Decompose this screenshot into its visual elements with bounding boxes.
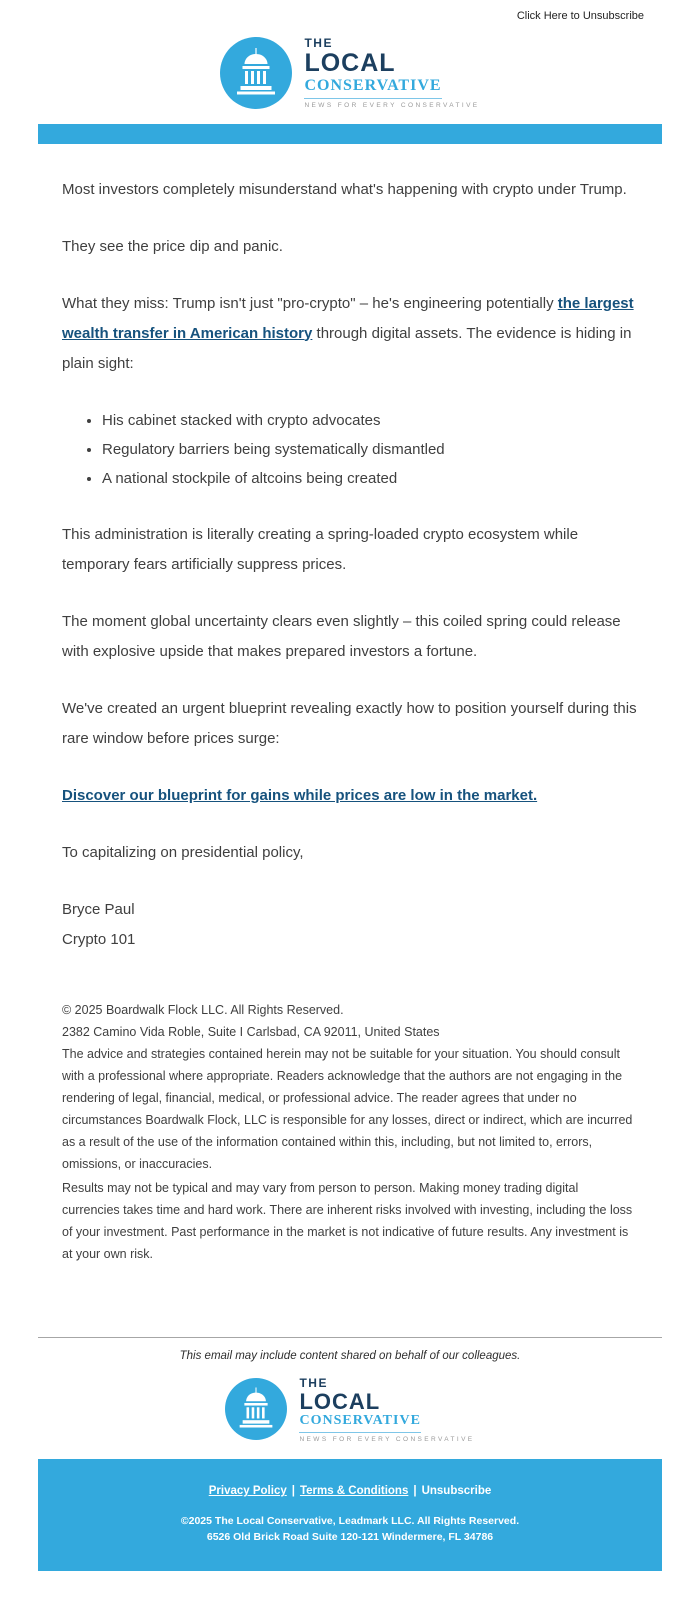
- legal-copyright: © 2025 Boardwalk Flock LLC. All Rights Reserved.: [62, 1002, 344, 1017]
- evidence-list: [62, 406, 638, 493]
- footer-unsubscribe-link[interactable]: Unsubscribe: [421, 1485, 492, 1498]
- email-content: [38, 144, 662, 1265]
- legal-disclaimer-1: The advice and strategies contained herein may not be suitable for your situation. You should consult with a professional where appropriate. Readers acknowledge that the authors are not engaging in the rendering of legal, financial, medical, or professional advice. The reader agrees that under no circumstances Boardwalk Flock, LLC is responsible for any losses, direct or indirect, which are incurred as a result of the use of the information contained within this, including, but not limited to, errors, omissions, or inaccuracies.: [62, 1046, 633, 1171]
- brand-logo-text: [304, 36, 479, 109]
- logo-line-conservative: CONSERVATIVE: [299, 1413, 420, 1433]
- list-item: • A national stockpile of altcoins being created: [102, 464, 638, 493]
- wealth-transfer-link[interactable]: the largest wealth transfer in American history: [62, 294, 634, 342]
- logo-line-the: THE: [299, 1375, 328, 1390]
- signature-name: Bryce Paul: [62, 900, 135, 918]
- signature-block: [62, 895, 638, 955]
- logo-line-the: THE: [304, 36, 333, 50]
- logo-tagline: NEWS FOR EVERY CONSERVATIVE: [299, 1436, 475, 1444]
- link-separator: |: [291, 1485, 295, 1498]
- logo-line-local: LOCAL: [299, 1388, 381, 1414]
- logo-line-local: LOCAL: [304, 49, 396, 77]
- link-separator: |: [413, 1485, 417, 1498]
- list-item: • His cabinet stacked with crypto advocates: [102, 406, 638, 435]
- list-item: • Regulatory barriers being systematically dismantled: [102, 435, 638, 464]
- footer-address: 6526 Old Brick Road Suite 120-121 Windermere, FL 34786: [206, 1531, 494, 1544]
- shared-content-notice: This email may include content shared on behalf of our colleagues.: [179, 1349, 521, 1362]
- paragraph-intro: Most investors completely misunderstand what's happening with crypto under Trump.: [62, 180, 627, 198]
- footer-divider: [38, 1337, 662, 1338]
- header-unsubscribe-link[interactable]: Click Here to Unsubscribe: [516, 10, 644, 22]
- email-body: [38, 10, 662, 1571]
- logo-line-conservative: CONSERVATIVE: [304, 77, 441, 99]
- logo-tagline: NEWS FOR EVERY CONSERVATIVE: [304, 102, 480, 109]
- blueprint-cta-link[interactable]: Discover our blueprint for gains while prices are low in the market.: [62, 786, 538, 804]
- legal-address: 2382 Camino Vida Roble, Suite I Carlsbad, CA 92011, United States: [62, 1024, 440, 1039]
- footer-links: [58, 1485, 642, 1497]
- footer-copyright: ©2025 The Local Conservative, Leadmark LLC. All Rights Reserved.: [180, 1515, 520, 1528]
- signature-org: Crypto 101: [62, 930, 136, 948]
- paragraph-blueprint: We've created an urgent blueprint revealing exactly how to position yourself during this rare window before prices surge:: [62, 699, 637, 747]
- paragraph-signoff: To capitalizing on presidential policy,: [62, 843, 304, 861]
- cta-row: [62, 781, 638, 811]
- brand-logo-text: [299, 1376, 474, 1444]
- privacy-policy-link[interactable]: Privacy Policy: [208, 1485, 287, 1498]
- paragraph-what-they-miss-after: through digital assets. The evidence is hiding in plain sight:: [62, 324, 632, 372]
- legal-disclaimer-2: Results may not be typical and may vary from person to person. Making money trading digital currencies takes time and hard work. There are inherent risks involved with investing, including the loss of your investment. Past performance in the market is not indicative of future results. Any investment is at your own risk.: [62, 1180, 633, 1261]
- paragraph-what-they-miss-before: What they miss: Trump isn't just "pro-crypto" – he's engineering potentially: [62, 294, 558, 312]
- legal-section: [62, 999, 638, 1265]
- whitehouse-icon: [220, 37, 292, 109]
- whitehouse-icon: [225, 1378, 287, 1440]
- footer-logo-wrap: [38, 1376, 662, 1446]
- header-unsubscribe-row: [38, 10, 662, 22]
- brand-logo: [225, 1376, 474, 1444]
- accent-bar: [38, 124, 662, 144]
- paragraph-ecosystem: This administration is literally creating a spring-loaded crypto ecosystem while temporary fears artificially suppress prices.: [62, 525, 579, 573]
- paragraph-coiled-spring: The moment global uncertainty clears even slightly – this coiled spring could release with explosive upside that makes prepared investors a fortune.: [62, 612, 621, 660]
- brand-logo: [220, 36, 479, 109]
- paragraph-panic: They see the price dip and panic.: [62, 237, 283, 255]
- terms-conditions-link[interactable]: Terms & Conditions: [299, 1485, 409, 1498]
- paragraph-what-they-miss: [62, 289, 638, 379]
- footer-box: [38, 1459, 662, 1571]
- header-logo-wrap: [38, 36, 662, 114]
